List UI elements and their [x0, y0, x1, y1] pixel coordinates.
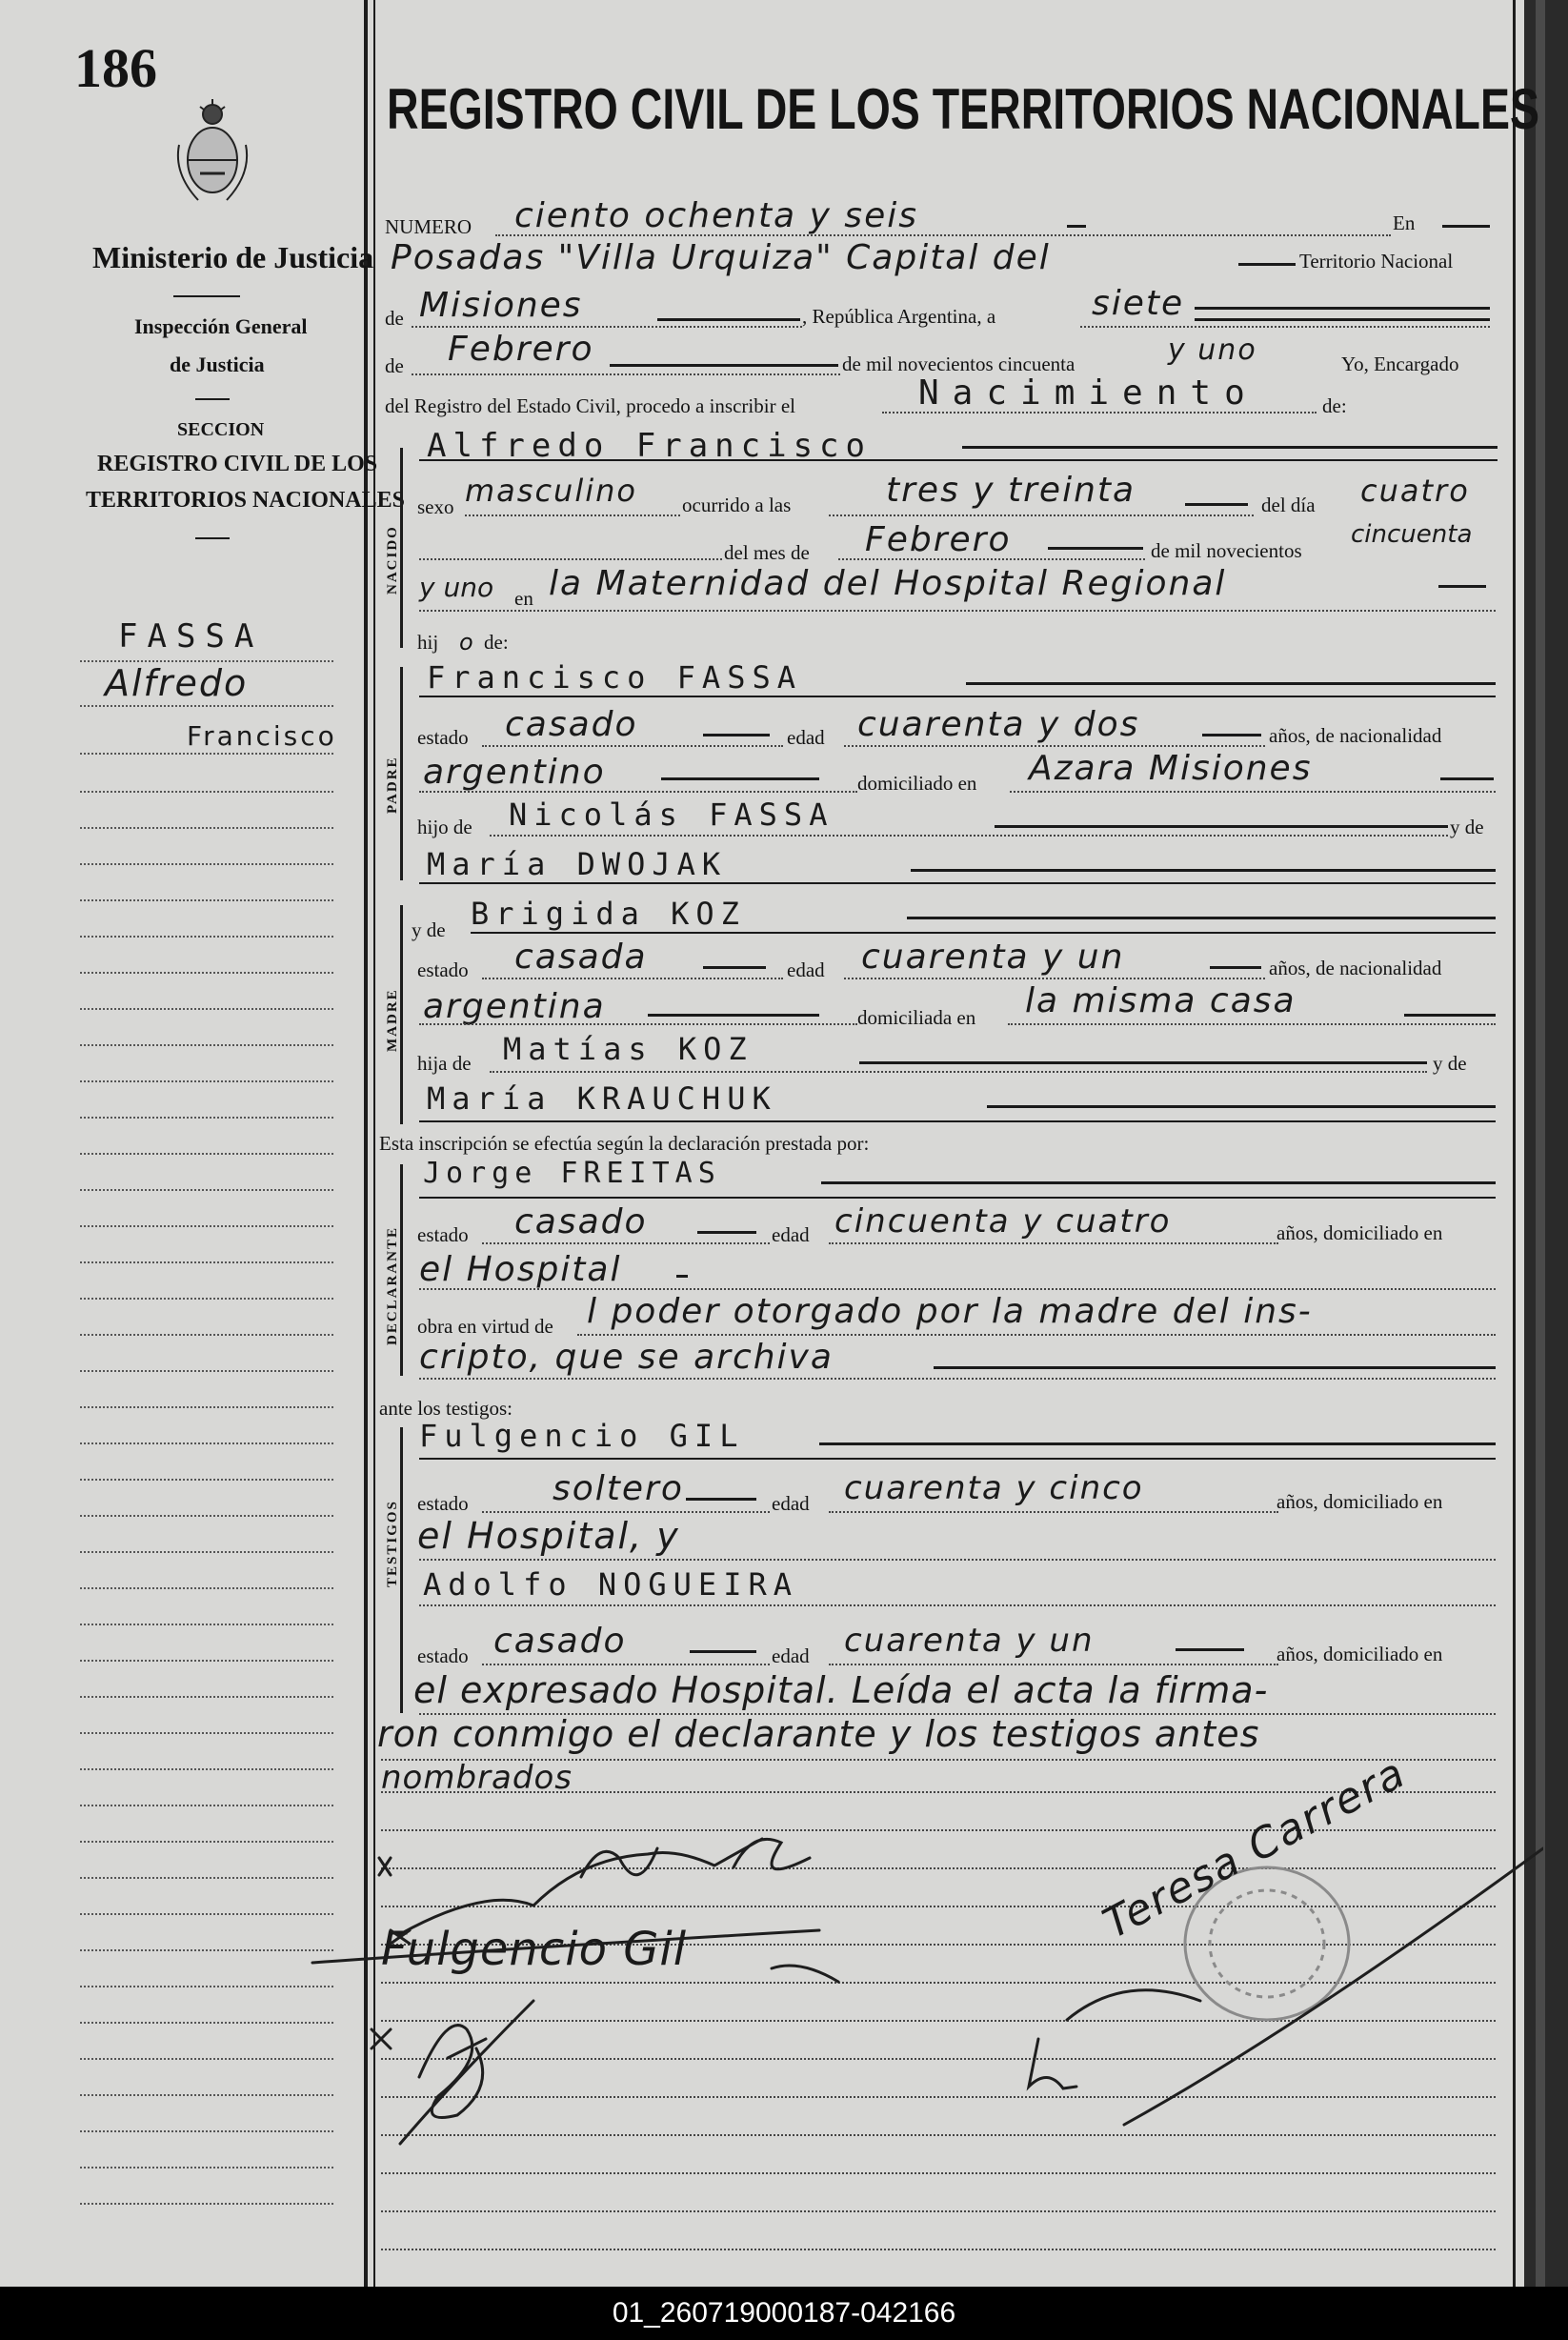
- cierre-line-1: el expresado Hospital. Leída el acta la firma-: [413, 1669, 1269, 1711]
- margin-rule: [80, 2058, 333, 2060]
- fill-dash: [1202, 734, 1261, 736]
- fill-line: [482, 1664, 770, 1665]
- decl-estado-value: casado: [514, 1202, 648, 1241]
- testigos-label: ante los testigos:: [379, 1397, 513, 1420]
- fill-line: [882, 412, 1317, 414]
- fill-dash: [1185, 503, 1248, 506]
- fill-dash: [419, 459, 1498, 461]
- fill-dash: [419, 882, 1496, 884]
- cierre-line-3: nombrados: [381, 1759, 573, 1797]
- obra-label: obra en virtud de: [417, 1315, 553, 1338]
- de-mil-label: de mil novecientos: [1151, 539, 1302, 562]
- anio-nac-2-value: y uno: [419, 572, 494, 603]
- edad-label: edad: [772, 1223, 810, 1246]
- margin-rule: [80, 1841, 333, 1843]
- fill-dash: [1195, 318, 1490, 321]
- margin-rule: [80, 1949, 333, 1951]
- declarante-side-label: DECLARANTE: [385, 1225, 400, 1345]
- nombre-value: Alfredo Francisco: [427, 427, 872, 465]
- margin-rule: [80, 1044, 333, 1046]
- madre-padre-value: Matías KOZ: [503, 1031, 754, 1067]
- sexo-label: sexo: [417, 495, 454, 518]
- fill-line: [829, 1511, 1278, 1513]
- margin-rule: [80, 1370, 333, 1372]
- margin-rule: [80, 2094, 333, 2096]
- folio-number: 186: [74, 37, 157, 99]
- fill-dash: [1195, 307, 1490, 310]
- testigos-side-label: TESTIGOS: [385, 1500, 400, 1587]
- margin-rule: [80, 2203, 333, 2205]
- margin-rule: [80, 899, 333, 901]
- test1-edad-value: cuarenta y cinco: [844, 1469, 1144, 1507]
- fill-dash: [1440, 777, 1494, 780]
- margin-rule: [80, 1877, 333, 1879]
- fill-dash: [1238, 263, 1296, 266]
- padre-padre-value: Nicolás FASSA: [509, 797, 834, 833]
- hijo-suffix-label: de:: [484, 631, 509, 654]
- fill-dash: [1048, 547, 1143, 550]
- margin-rule: [80, 753, 333, 755]
- section-label: SECCION: [177, 419, 265, 440]
- witness-signature-1: Fulgencio Gil: [381, 1923, 688, 1976]
- margin-rule: [80, 1080, 333, 1082]
- fill-dash: [703, 734, 770, 736]
- domiciliado-label: domiciliado en: [857, 772, 977, 795]
- ruled-line: [381, 2172, 1496, 2174]
- fill-dash: [419, 1458, 1496, 1460]
- anos-dom-label: años, domiciliado en: [1277, 1490, 1443, 1513]
- test1-dom-value: el Hospital, y: [417, 1515, 680, 1557]
- anos-dom-label: años, domiciliado en: [1277, 1221, 1443, 1244]
- fill-dash: [648, 1014, 819, 1017]
- margin-rule: [80, 1298, 333, 1300]
- anos-dom-label: años, domiciliado en: [1277, 1643, 1443, 1665]
- fill-line: [490, 1071, 1427, 1073]
- estado-label: estado: [417, 726, 469, 749]
- anio-nac-1-value: cincuenta: [1351, 520, 1473, 549]
- edad-label: edad: [772, 1644, 810, 1667]
- decl-obra-1-value: l poder otorgado por la madre del ins-: [587, 1292, 1313, 1331]
- fill-line: [577, 1334, 1496, 1336]
- de-label: de: [385, 354, 404, 377]
- witness-signature-2: [362, 1991, 553, 2153]
- margin-rule: [80, 660, 333, 662]
- fill-line: [482, 1511, 770, 1513]
- fill-line: [490, 835, 1448, 837]
- y-de-label: y de: [1450, 816, 1484, 838]
- fill-line: [419, 1288, 1496, 1290]
- margin-rule: [80, 2130, 333, 2132]
- decl-obra-2-value: cripto, que se archiva: [419, 1338, 834, 1377]
- fill-dash: [661, 777, 819, 780]
- domiciliada-label: domiciliada en: [857, 1006, 976, 1029]
- test1-estado-value: soltero: [553, 1469, 684, 1508]
- del-dia-label: del día: [1261, 494, 1316, 516]
- fill-line: [838, 558, 1145, 560]
- divider-rule: [173, 295, 240, 297]
- decl-nombre-value: Jorge FREITAS: [423, 1157, 721, 1190]
- section-line-3: TERRITORIOS NACIONALES: [86, 488, 405, 513]
- ministry-name: Ministerio de Justicia: [92, 240, 374, 274]
- witness-signature-1-flourish: [305, 1911, 876, 1997]
- fill-dash: [690, 1650, 756, 1653]
- anos-nac-label: años, de nacionalidad: [1269, 724, 1442, 747]
- margin-rule: [80, 936, 333, 938]
- fill-dash: [859, 1061, 1427, 1064]
- margin-rule: [80, 972, 333, 974]
- decl-dom-value: el Hospital: [419, 1250, 622, 1289]
- margin-first-name: Alfredo: [105, 662, 249, 704]
- fill-dash: [907, 917, 1496, 919]
- y-de-prefix-label: y de: [412, 918, 446, 941]
- margin-rule: [80, 1732, 333, 1734]
- margin-rule: [80, 2167, 333, 2169]
- margin-rule: [80, 1153, 333, 1155]
- de-label: de: [385, 307, 404, 330]
- numero-label: NUMERO: [385, 215, 472, 238]
- inspection-line-2: de Justicia: [170, 353, 265, 376]
- margin-rule: [80, 1008, 333, 1010]
- fill-line: [495, 234, 1391, 236]
- fill-line: [482, 1242, 770, 1244]
- decl-edad-value: cincuenta y cuatro: [834, 1202, 1172, 1241]
- fill-line: [482, 978, 783, 979]
- fill-dash: [987, 1105, 1496, 1108]
- fill-dash: [686, 1498, 756, 1501]
- margin-rule: [80, 1624, 333, 1625]
- margin-rule: [80, 1334, 333, 1336]
- fill-dash: [1067, 225, 1086, 228]
- fill-dash: [819, 1442, 1496, 1445]
- territorio-value: Misiones: [419, 286, 583, 325]
- republica-label: , República Argentina, a: [802, 305, 996, 328]
- estado-label: estado: [417, 1644, 469, 1667]
- margin-rule: [80, 705, 333, 707]
- section-line-2: REGISTRO CIVIL DE LOS: [97, 452, 378, 476]
- madre-estado-value: casada: [514, 938, 648, 977]
- hijo-de-label: hijo de: [417, 816, 472, 838]
- test2-nombre-value: Adolfo NOGUEIRA: [423, 1566, 798, 1603]
- dia-value: siete: [1092, 284, 1185, 323]
- estado-label: estado: [417, 1223, 469, 1246]
- en-label: en: [514, 587, 533, 610]
- hijo-vocal-value: o: [459, 629, 473, 656]
- padre-side-label: PADRE: [385, 756, 400, 814]
- ruled-line: [381, 2210, 1496, 2212]
- margin-rule: [80, 1805, 333, 1806]
- coat-of-arms-icon: [171, 97, 253, 212]
- fill-dash: [962, 446, 1498, 449]
- fill-line: [465, 514, 680, 516]
- fill-dash: [1210, 966, 1261, 969]
- margin-rule: [80, 1515, 333, 1517]
- mes-nac-value: Febrero: [865, 520, 1012, 559]
- ocurrido-label: ocurrido a las: [682, 494, 792, 516]
- madre-dom-value: la misma casa: [1025, 981, 1297, 1020]
- de-colon-label: de:: [1322, 394, 1347, 417]
- madre-madre-value: María KRAUCHUK: [427, 1080, 777, 1117]
- hija-de-label: hija de: [417, 1052, 472, 1075]
- fill-line: [412, 326, 802, 328]
- hijo-label: hij: [417, 631, 439, 654]
- nacido-side-label: NACIDO: [385, 525, 400, 595]
- fill-line: [419, 1604, 1496, 1606]
- padre-madre-value: María DWOJAK: [427, 846, 728, 882]
- margin-rule: [80, 863, 333, 865]
- test1-nombre-value: Fulgencio GIL: [419, 1418, 745, 1454]
- fill-dash: [419, 1197, 1496, 1199]
- ruled-line: [381, 2249, 1496, 2250]
- fill-dash: [697, 1231, 756, 1234]
- margin-rule: [80, 791, 333, 793]
- estado-label: estado: [417, 1492, 469, 1515]
- fill-dash: [821, 1181, 1496, 1184]
- edad-label: edad: [772, 1492, 810, 1515]
- fill-line: [419, 1378, 1496, 1380]
- padre-nac-value: argentino: [423, 753, 606, 792]
- margin-rule: [80, 1587, 333, 1589]
- fill-line: [829, 1242, 1278, 1244]
- dia-nac-value: cuatro: [1360, 473, 1470, 509]
- margin-rule: [80, 1986, 333, 1987]
- del-mes-label: del mes de: [724, 541, 810, 564]
- margin-rule: [80, 1696, 333, 1698]
- margin-rule: [80, 1768, 333, 1770]
- madre-nac-value: argentina: [423, 987, 606, 1026]
- margin-rule: [80, 2022, 333, 2024]
- fill-dash: [610, 364, 838, 367]
- margin-rule: [80, 1261, 333, 1263]
- fill-line: [844, 978, 1265, 979]
- divider-rule: [195, 537, 230, 539]
- yo-label: Yo, Encargado: [1341, 353, 1459, 375]
- fill-dash: [676, 1275, 688, 1278]
- lugar-value: Posadas "Villa Urquiza" Capital del: [391, 238, 1051, 277]
- fill-line: [844, 745, 1265, 747]
- mes-value: Febrero: [448, 330, 594, 369]
- fill-dash: [471, 932, 1496, 934]
- edad-label: edad: [787, 958, 825, 981]
- page-title: REGISTRO CIVIL DE LOS TERRITORIOS NACIONALES: [387, 77, 1539, 141]
- fill-dash: [911, 869, 1496, 872]
- estado-label: estado: [417, 958, 469, 981]
- territorio-label: Territorio Nacional: [1299, 250, 1454, 272]
- en-label: En: [1393, 212, 1416, 234]
- margin-second-name: Francisco: [187, 720, 337, 752]
- fill-dash: [703, 966, 766, 969]
- fill-dash: [1438, 585, 1486, 588]
- margin-rule: [80, 1406, 333, 1408]
- inscripcion-label: Esta inscripción se efectúa según la declaración prestada por:: [379, 1132, 870, 1155]
- fill-dash: [657, 318, 800, 321]
- edad-label: edad: [787, 726, 825, 749]
- fill-dash: [966, 682, 1496, 685]
- margin-rule: [80, 827, 333, 829]
- anos-nac-label: años, de nacionalidad: [1269, 957, 1442, 979]
- padre-edad-value: cuarenta y dos: [857, 705, 1140, 744]
- fill-dash: [419, 1120, 1496, 1122]
- image-id-caption: 01_260719000187-042166: [0, 2287, 1568, 2340]
- cierre-line-2: ron conmigo el declarante y los testigos antes: [377, 1713, 1260, 1755]
- fill-line: [419, 558, 722, 560]
- anio-value: y uno: [1168, 333, 1257, 367]
- madre-edad-value: cuarenta y un: [861, 938, 1125, 977]
- mil-label: de mil novecientos cincuenta: [842, 353, 1075, 375]
- margin-rule: [80, 1551, 333, 1553]
- madre-side-label: MADRE: [385, 988, 400, 1052]
- fill-dash: [1404, 1014, 1496, 1017]
- fill-line: [1010, 791, 1496, 793]
- fill-line: [419, 1559, 1496, 1561]
- fill-line: [419, 1023, 857, 1025]
- padre-estado-value: casado: [505, 705, 638, 744]
- fill-line: [829, 514, 1254, 516]
- fill-dash: [1176, 1648, 1244, 1651]
- hora-value: tres y treinta: [886, 471, 1136, 510]
- margin-rule: [80, 1479, 333, 1481]
- fill-line: [1080, 326, 1490, 328]
- padre-nombre-value: Francisco FASSA: [427, 659, 802, 696]
- fill-line: [1008, 1023, 1496, 1025]
- margin-rule: [80, 1913, 333, 1915]
- y-de-label: y de: [1433, 1052, 1467, 1075]
- fill-line: [482, 745, 783, 747]
- margin-rule: [80, 1225, 333, 1227]
- madre-nombre-value: Brigida KOZ: [471, 896, 746, 932]
- officer-signature-flourish: [1010, 1839, 1543, 2153]
- divider-rule: [195, 398, 230, 400]
- margin-rule: [80, 1442, 333, 1444]
- fill-line: [419, 791, 857, 793]
- margin-rule: [80, 1117, 333, 1119]
- registro-label: del Registro del Estado Civil, procedo a inscribir el: [385, 394, 795, 417]
- test2-edad-value: cuarenta y un: [844, 1622, 1095, 1660]
- numero-value: ciento ochenta y seis: [514, 196, 918, 235]
- padre-dom-value: Azara Misiones: [1029, 749, 1313, 788]
- margin-surname: FASSA: [118, 617, 264, 656]
- fill-line: [412, 373, 840, 375]
- sexo-value: masculino: [465, 473, 637, 509]
- fill-dash: [995, 825, 1448, 828]
- officer-signature: Teresa Carrera: [1096, 1747, 1415, 1949]
- fill-line: [829, 1664, 1278, 1665]
- fill-dash: [934, 1366, 1496, 1369]
- fill-dash: [1442, 225, 1490, 228]
- acto-value: Nacimiento: [918, 373, 1258, 413]
- margin-rule: [80, 1189, 333, 1191]
- lugar-nac-value: la Maternidad del Hospital Regional: [549, 564, 1227, 603]
- test2-estado-value: casado: [493, 1622, 627, 1661]
- inspection-line-1: Inspección General: [134, 314, 308, 338]
- margin-rule: [80, 1660, 333, 1662]
- fill-dash: [419, 696, 1496, 697]
- fill-line: [419, 610, 1496, 612]
